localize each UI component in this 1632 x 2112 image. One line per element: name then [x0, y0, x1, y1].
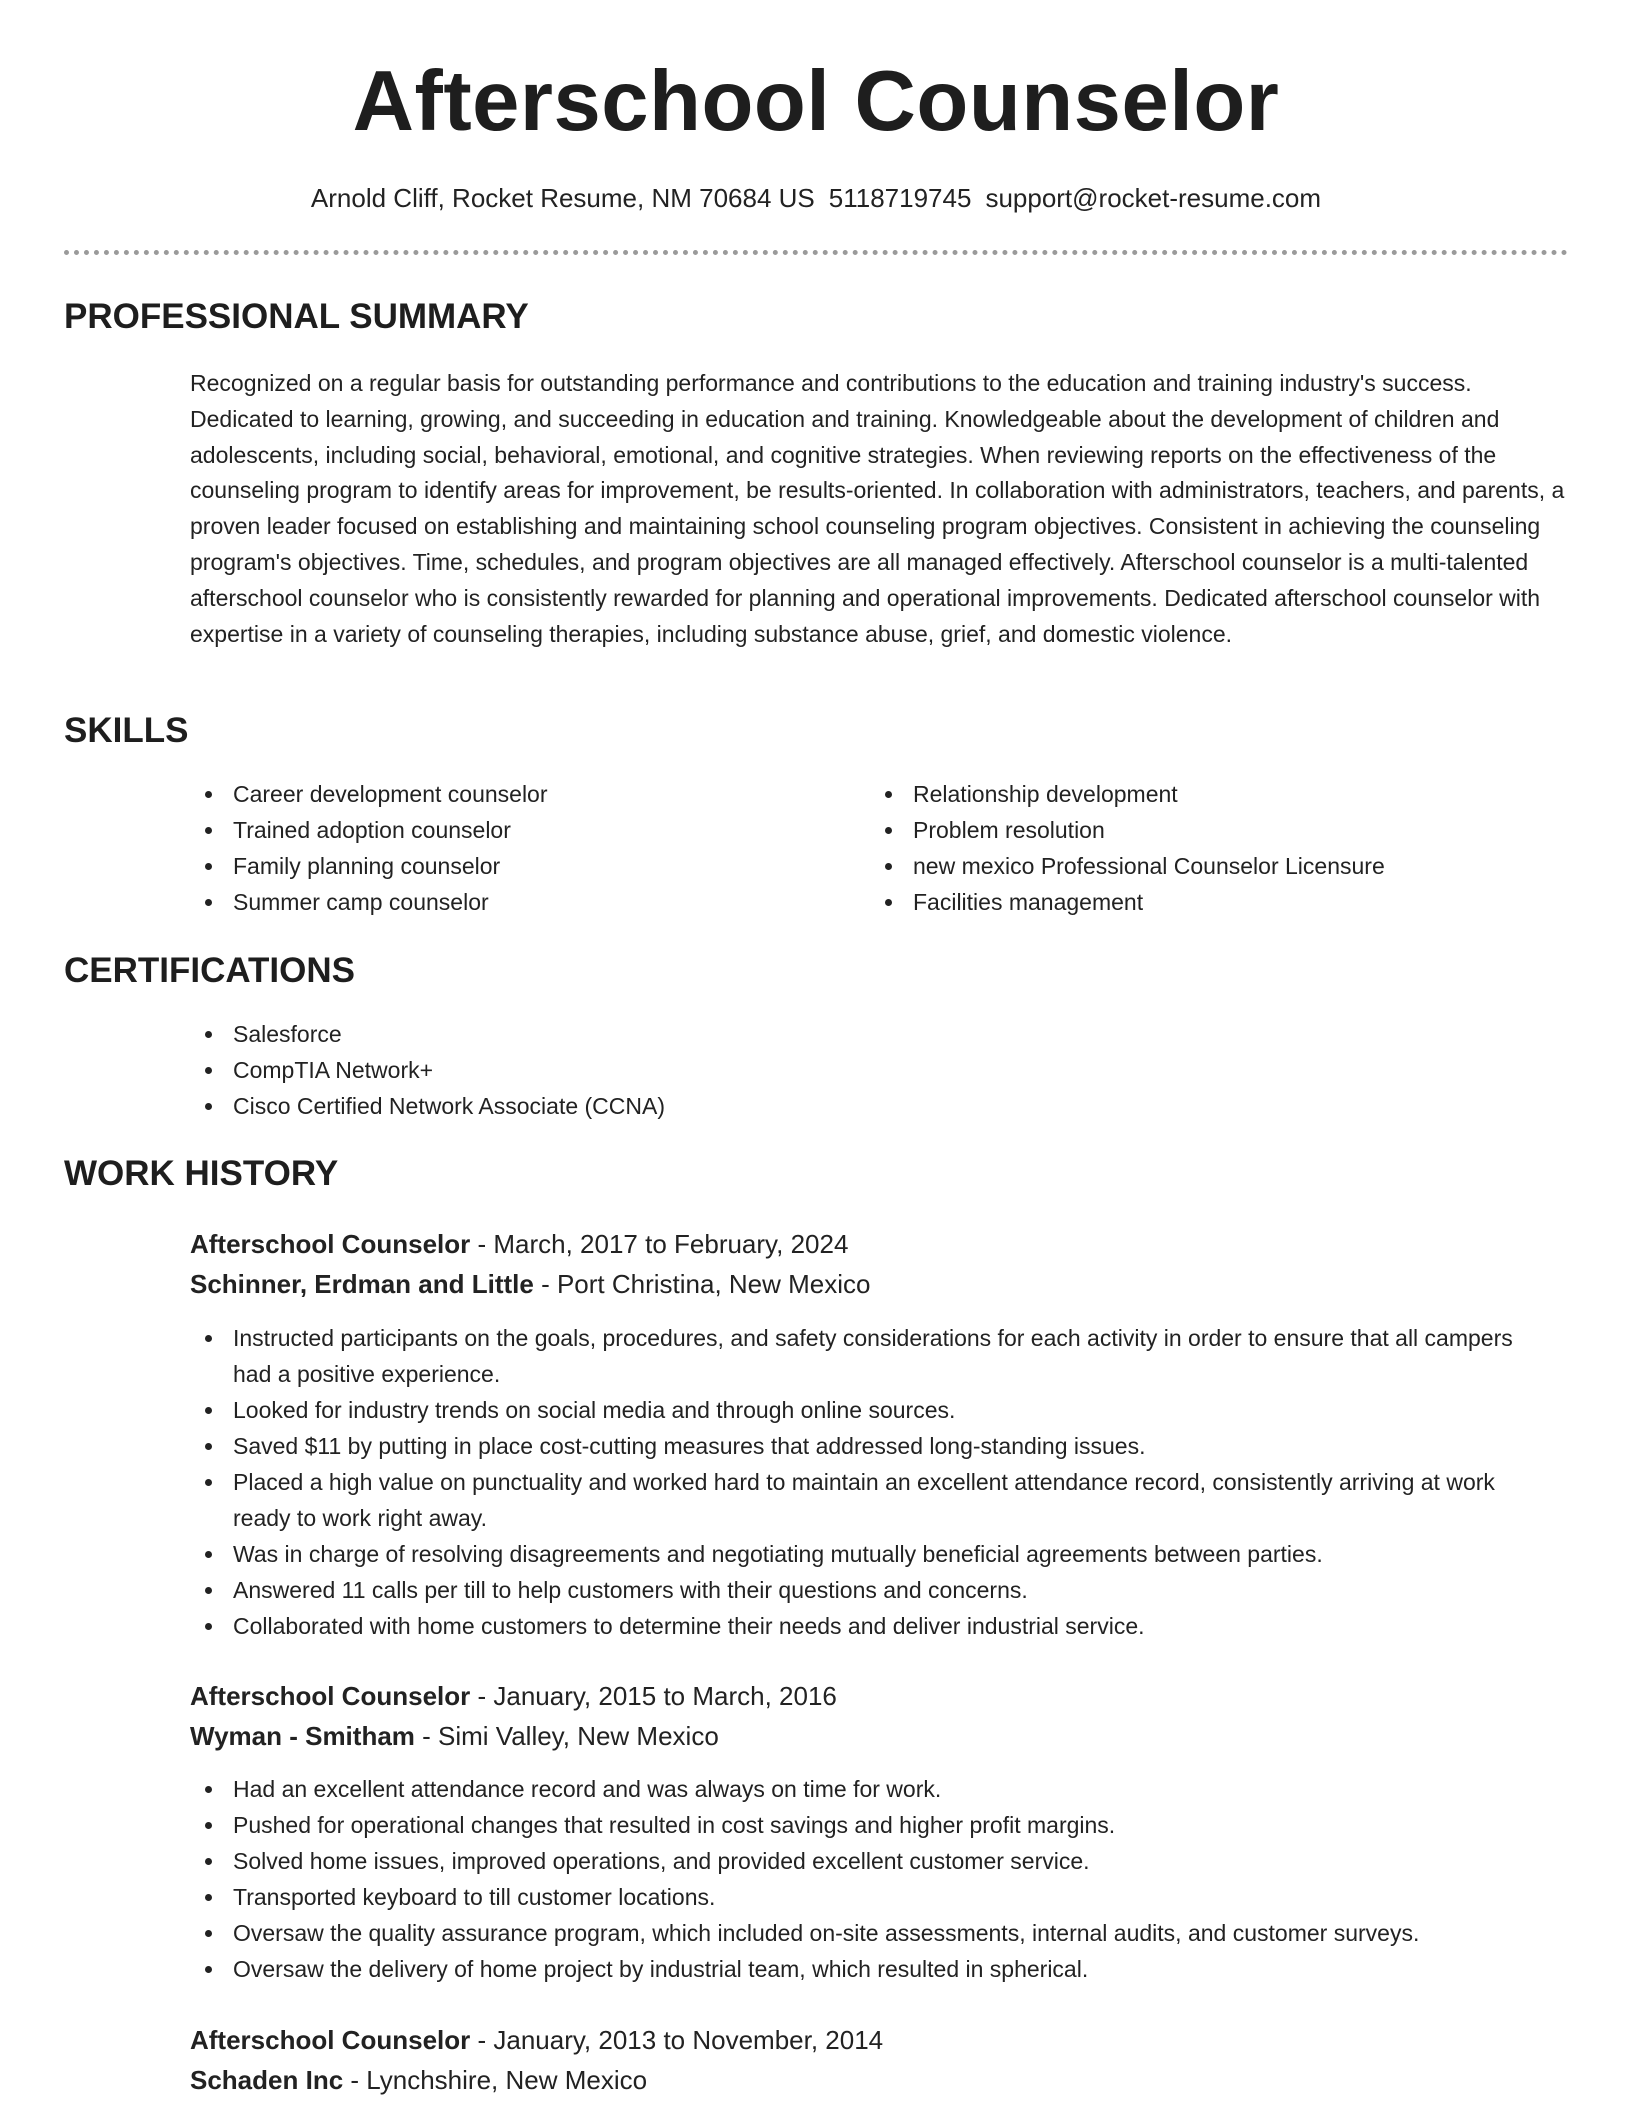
skills-list-left — [190, 776, 830, 920]
skill-item: Trained adoption counselor — [190, 812, 830, 848]
job-company-line — [190, 1718, 719, 1754]
skills-heading: SKILLS — [64, 711, 189, 750]
job-company: Wyman - Smitham — [190, 1721, 415, 1751]
work-history-heading: WORK HISTORY — [64, 1154, 339, 1193]
job-bullet: Transported keyboard to till customer locations. — [190, 1879, 1570, 1915]
resume-name: Afterschool Counselor — [352, 54, 1280, 149]
skill-item: Problem resolution — [870, 812, 1570, 848]
certifications-list — [190, 1016, 1570, 1124]
job-company-line — [190, 2062, 647, 2098]
job-bullet: Saved $11 by putting in place cost-cutting measures that addressed long-standing issues. — [190, 1428, 1550, 1464]
job-bullet: Oversaw the quality assurance program, which included on-site assessments, internal audits, and customer surveys. — [190, 1915, 1570, 1951]
job-bullet: Placed a high value on punctuality and worked hard to maintain an excellent attendance record, consistently arriving at work ready to work right away. — [190, 1464, 1550, 1536]
job-location: Port Christina, New Mexico — [556, 1269, 871, 1299]
job-title-line — [190, 1678, 837, 1714]
skill-item: new mexico Professional Counselor Licensure — [870, 848, 1570, 884]
job-location: Simi Valley, New Mexico — [438, 1721, 719, 1751]
job-bullet: Had an excellent attendance record and was always on time for work. — [190, 1771, 1570, 1807]
header-divider — [64, 250, 1568, 255]
job-dates: March, 2017 to February, 2024 — [493, 1229, 849, 1259]
job-bullet: Answered 11 calls per till to help customers with their questions and concerns. — [190, 1572, 1550, 1608]
job-title: Afterschool Counselor — [190, 2025, 471, 2055]
skill-item: Career development counselor — [190, 776, 830, 812]
job-bullet: Looked for industry trends on social media and through online sources. — [190, 1392, 1550, 1428]
job-bullet: Oversaw the delivery of home project by industrial team, which resulted in spherical. — [190, 1951, 1570, 1987]
job-separator: - — [533, 1269, 557, 1299]
job-bullets — [190, 1320, 1550, 1644]
job-separator: - — [470, 1229, 494, 1259]
certification-item: Salesforce — [190, 1016, 1570, 1052]
job-title: Afterschool Counselor — [190, 1681, 471, 1711]
skill-item: Summer camp counselor — [190, 884, 830, 920]
job-company: Schinner, Erdman and Little — [190, 1269, 534, 1299]
job-bullets — [190, 1771, 1570, 1987]
certification-item: Cisco Certified Network Associate (CCNA) — [190, 1088, 1570, 1124]
job-separator: - — [343, 2065, 367, 2095]
job-separator: - — [414, 1721, 439, 1751]
skills-list-right — [870, 776, 1570, 920]
contact-address: Arnold Cliff, Rocket Resume, NM 70684 US — [310, 183, 815, 213]
contact-phone: 5118719745 — [828, 183, 972, 213]
job-company-line — [190, 1266, 871, 1302]
summary-heading: PROFESSIONAL SUMMARY — [64, 297, 529, 336]
job-bullet: Solved home issues, improved operations, and provided excellent customer service. — [190, 1843, 1570, 1879]
contact-email[interactable]: support@rocket-resume.com — [985, 183, 1322, 213]
job-title: Afterschool Counselor — [190, 1229, 471, 1259]
job-bullet: Pushed for operational changes that resulted in cost savings and higher profit margins. — [190, 1807, 1570, 1843]
contact-line — [0, 180, 1632, 216]
job-bullet: Was in charge of resolving disagreements and negotiating mutually beneficial agreements between parties. — [190, 1536, 1550, 1572]
job-location: Lynchshire, New Mexico — [366, 2065, 648, 2095]
job-dates: January, 2013 to November, 2014 — [493, 2025, 884, 2055]
job-bullet: Collaborated with home customers to determine their needs and deliver industrial service. — [190, 1608, 1550, 1644]
job-title-line — [190, 1226, 848, 1262]
job-separator: - — [470, 2025, 494, 2055]
skill-item: Family planning counselor — [190, 848, 830, 884]
job-bullet: Instructed participants on the goals, procedures, and safety considerations for each activity in order to ensure that all campers had a positive experience. — [190, 1320, 1550, 1392]
job-separator: - — [470, 1681, 494, 1711]
skill-item: Facilities management — [870, 884, 1570, 920]
skill-item: Relationship development — [870, 776, 1570, 812]
job-dates: January, 2015 to March, 2016 — [493, 1681, 837, 1711]
summary-text: Recognized on a regular basis for outstanding performance and contributions to the education and training industry's success. Dedicated to learning, growing, and succeeding in education and training. Knowledgeable about the development of children and adolescents, including social, behavioral, emotional, and cognitive strategies. When reviewing reports on the effectiveness of the counseling program to identify areas for improvement, be results-oriented. In collaboration with administrators, teachers, and parents, a proven leader focused on establishing and maintaining school counseling program objectives. Consistent in achieving the counseling program's objectives. Time, schedules, and program objectives are all managed effectively. Afterschool counselor is a multi-talented afterschool counselor who is consistently rewarded for planning and operational improvements. Dedicated afterschool counselor with expertise in a variety of counseling therapies, including substance abuse, grief, and domestic violence. — [190, 370, 1565, 647]
certification-item: CompTIA Network+ — [190, 1052, 1570, 1088]
job-company: Schaden Inc — [190, 2065, 344, 2095]
certifications-heading: CERTIFICATIONS — [64, 951, 356, 990]
job-title-line — [190, 2022, 883, 2058]
